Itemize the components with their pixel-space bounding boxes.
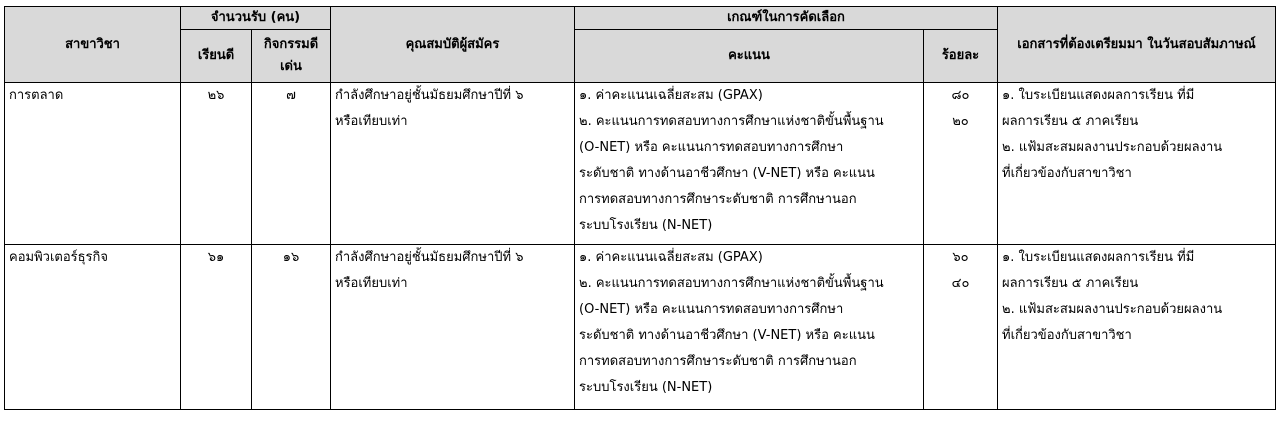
- score-line: ๒. คะแนนการทดสอบทางการศึกษาแห่งชาติขั้นพื้นฐาน: [579, 114, 884, 129]
- major-cell: การตลาด: [5, 83, 181, 245]
- qualification-line: กำลังศึกษาอยู่ชั้นมัธยมศึกษาปีที่ ๖: [335, 88, 524, 103]
- activity-cell: ๑๖: [252, 245, 331, 410]
- header-documents: [998, 7, 1276, 83]
- document-line: ที่เกี่ยวข้องกับสาขาวิชา: [1002, 166, 1132, 181]
- percent-cell: [924, 245, 998, 410]
- admission-table: [4, 6, 1276, 410]
- qualification-line: หรือเทียบเท่า: [335, 276, 408, 291]
- percent-line: ๘๐: [951, 88, 970, 103]
- score-line: การทดสอบทางการศึกษาระดับชาติ การศึกษานอก: [579, 354, 857, 369]
- table-row: [5, 83, 1276, 245]
- document-line: ผลการเรียน ๕ ภาคเรียน: [1002, 276, 1139, 291]
- header-criteria-score: คะแนน: [575, 30, 924, 83]
- percent-line: ๔๐: [951, 276, 970, 291]
- score-line: ระดับชาติ ทางด้านอาชีวศึกษา (V-NET) หรือ คะแนน: [579, 328, 875, 343]
- good-grades-cell: ๖๑: [181, 245, 252, 410]
- header-documents-line1: เอกสารที่ต้องเตรียมมา: [1017, 36, 1143, 52]
- percent-line: ๒๐: [952, 114, 969, 129]
- score-line: ระบบโรงเรียน (N-NET): [579, 218, 713, 233]
- score-line: (O-NET) หรือ คะแนนการทดสอบทางการศึกษา: [579, 140, 844, 155]
- major-cell: คอมพิวเตอร์ธุรกิจ: [5, 245, 181, 410]
- document-line: ๑. ใบระเบียนแสดงผลการเรียน ที่มี: [1002, 250, 1195, 265]
- document-line: ๒. แฟ้มสะสมผลงานประกอบด้วยผลงาน: [1002, 140, 1223, 155]
- score-line: ๑. ค่าคะแนนเฉลี่ยสะสม (GPAX): [579, 88, 763, 103]
- qualification-cell: [331, 245, 575, 410]
- percent-cell: [924, 83, 998, 245]
- document-line: ๒. แฟ้มสะสมผลงานประกอบด้วยผลงาน: [1002, 302, 1223, 317]
- document-line: ๑. ใบระเบียนแสดงผลการเรียน ที่มี: [1002, 88, 1195, 103]
- header-major: สาขาวิชา: [5, 7, 181, 83]
- header-quota-good-grades: เรียนดี: [181, 30, 252, 83]
- qualification-line: หรือเทียบเท่า: [335, 114, 408, 129]
- table-row: [5, 245, 1276, 410]
- score-line: ระบบโรงเรียน (N-NET): [579, 380, 713, 395]
- good-grades-cell: ๒๖: [181, 83, 252, 245]
- percent-line: ๖๐: [952, 250, 969, 265]
- qualification-line: กำลังศึกษาอยู่ชั้นมัธยมศึกษาปีที่ ๖: [335, 250, 524, 265]
- header-criteria: เกณฑ์ในการคัดเลือก: [575, 7, 998, 30]
- score-line: การทดสอบทางการศึกษาระดับชาติ การศึกษานอก: [579, 192, 857, 207]
- score-line: ๒. คะแนนการทดสอบทางการศึกษาแห่งชาติขั้นพื้นฐาน: [579, 276, 884, 291]
- header-quota: จำนวนรับ (คน): [181, 7, 331, 30]
- activity-cell: ๗: [252, 83, 331, 245]
- header-documents-line2: ในวันสอบสัมภาษณ์: [1147, 36, 1256, 52]
- qualification-cell: [331, 83, 575, 245]
- header-quota-activity: กิจกรรมดีเด่น: [252, 30, 331, 83]
- documents-cell: [998, 83, 1276, 245]
- score-line: ระดับชาติ ทางด้านอาชีวศึกษา (V-NET) หรือ คะแนน: [579, 166, 875, 181]
- header-criteria-percent: ร้อยละ: [924, 30, 998, 83]
- documents-cell: [998, 245, 1276, 410]
- header-qualifications: คุณสมบัติผู้สมัคร: [331, 7, 575, 83]
- score-cell: [575, 83, 924, 245]
- score-line: (O-NET) หรือ คะแนนการทดสอบทางการศึกษา: [579, 302, 844, 317]
- score-line: ๑. ค่าคะแนนเฉลี่ยสะสม (GPAX): [579, 250, 763, 265]
- document-line: ผลการเรียน ๕ ภาคเรียน: [1002, 114, 1139, 129]
- document-line: ที่เกี่ยวข้องกับสาขาวิชา: [1002, 328, 1132, 343]
- score-cell: [575, 245, 924, 410]
